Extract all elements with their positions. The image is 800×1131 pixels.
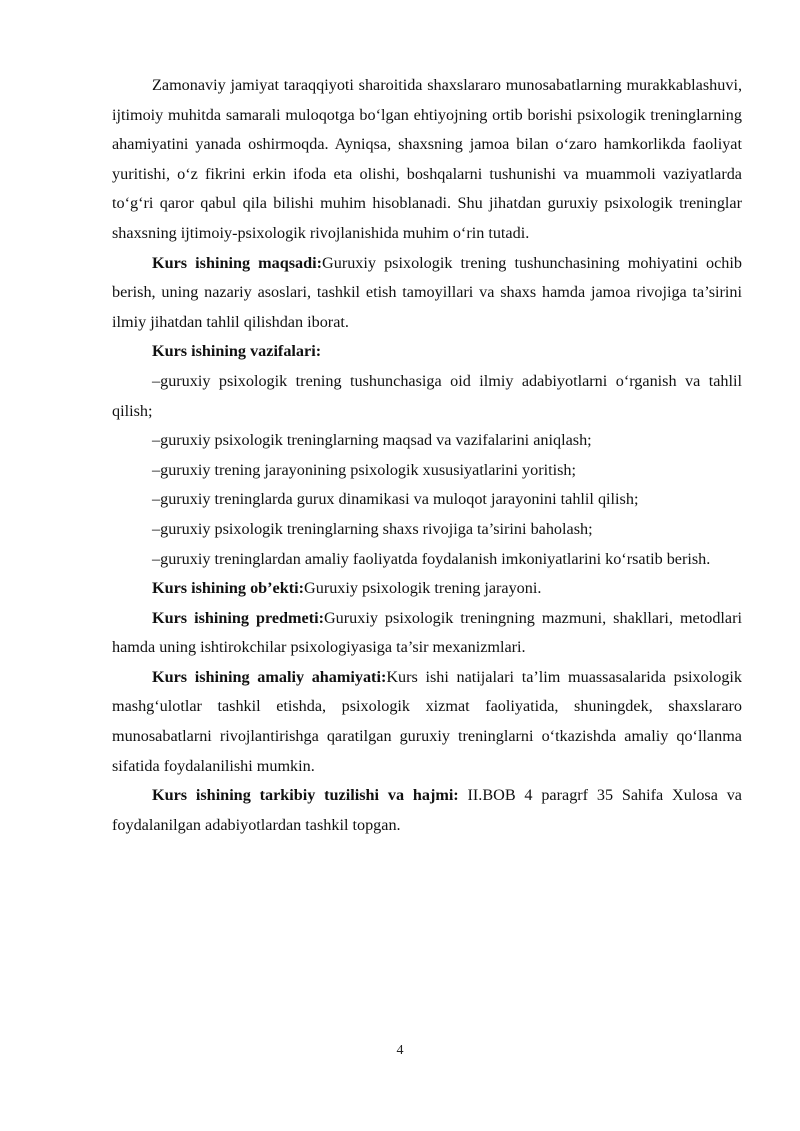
intro-paragraph: Zamonaviy jamiyat taraqqiyoti sharoitida shaxslararo munosabatlarning murakkablashuvi, ijtimoiy muhitda samarali muloqotga bo‘lgan ehtiyojning ortib borishi psixologik treninglarning ahamiyatini yanada oshirmoqda. Ayniqsa, shaxsning jamoa bilan o‘zaro hamkorlikda faoliyat yuritishi, o‘z fikrini erkin ifoda eta olishi, boshqalarni tushunishi va muammoli vaziyatlarda to‘g‘ri qaror qabul qila bilishi muhim hisoblanadi. Shu jihatdan guruxiy psixologik treninglar shaxsning ijtimoiy-psixologik rivojlanishida muhim o‘rin tutadi. [112, 76, 742, 242]
subject-label: Kurs ishining predmeti: [152, 608, 324, 627]
goal-label: Kurs ishining maqsadi: [152, 253, 323, 272]
structure-paragraph [112, 781, 742, 840]
task-item: –guruxiy trening jarayonining psixologik xususiyatlarini yoritish; [152, 460, 576, 479]
page-number: 4 [396, 1043, 404, 1058]
object-text: Guruxiy psixologik trening jarayoni. [304, 579, 542, 598]
goal-text: Guruxiy psixologik trening tushunchasining mohiyatini ochib berish, uning nazariy asoslari, tashkil etish tamoyillari va shaxs hamda jamoa rivojiga ta’sirini ilmiy jihatdan tahlil qilishdan iborat. [112, 253, 742, 331]
task-item: –guruxiy treninglarda gurux dinamikasi va muloqot jarayonini tahlil qilish; [152, 490, 639, 509]
practical-text: Kurs ishi natijalari ta’lim muassasalarida psixologik mashg‘ulotlar tashkil etishda, psixologik xizmat faoliyatida, shuningdek, shaxslararo munosabatlarni rivojlantirishga qaratilgan guruxiy treninglarni o‘tkazishda amaliy qo‘llanma sifatida foydalanilishi mumkin. [112, 667, 743, 775]
subject-text: Guruxiy psixologik treningning mazmuni, shakllari, metodlari hamda uning ishtirokchilar psixologiyasiga ta’sir mexanizmlari. [112, 608, 742, 657]
practical-paragraph [112, 663, 742, 781]
practical-label: Kurs ishining amaliy ahamiyati: [152, 667, 387, 686]
goal-paragraph [112, 249, 742, 338]
structure-label: Kurs ishining tarkibiy tuzilishi va hajmi: [152, 786, 459, 805]
tasks-label: Kurs ishining vazifalari: [152, 342, 322, 361]
task-item: –guruxiy psixologik treninglarning shaxs rivojiga ta’sirini baholash; [152, 519, 593, 538]
document-page [112, 71, 742, 840]
task-item: –guruxiy treninglardan amaliy faoliyatda foydalanish imkoniyatlarini ko‘rsatib berish. [152, 549, 711, 568]
subject-paragraph [112, 604, 742, 663]
task-item: –guruxiy psixologik treninglarning maqsad va vazifalarini aniqlash; [152, 431, 592, 450]
task-item: –guruxiy psixologik trening tushunchasiga oid ilmiy adabiyotlarni o‘rganish va tahlil qilish; [112, 371, 742, 420]
structure-text: II.BOB 4 paragrf 35 Sahifa Xulosa va foydalanilgan adabiyotlardan tashkil topgan. [112, 786, 742, 834]
tasks-heading [112, 337, 742, 367]
object-paragraph [112, 574, 742, 604]
object-label: Kurs ishining ob’ekti: [152, 579, 305, 598]
